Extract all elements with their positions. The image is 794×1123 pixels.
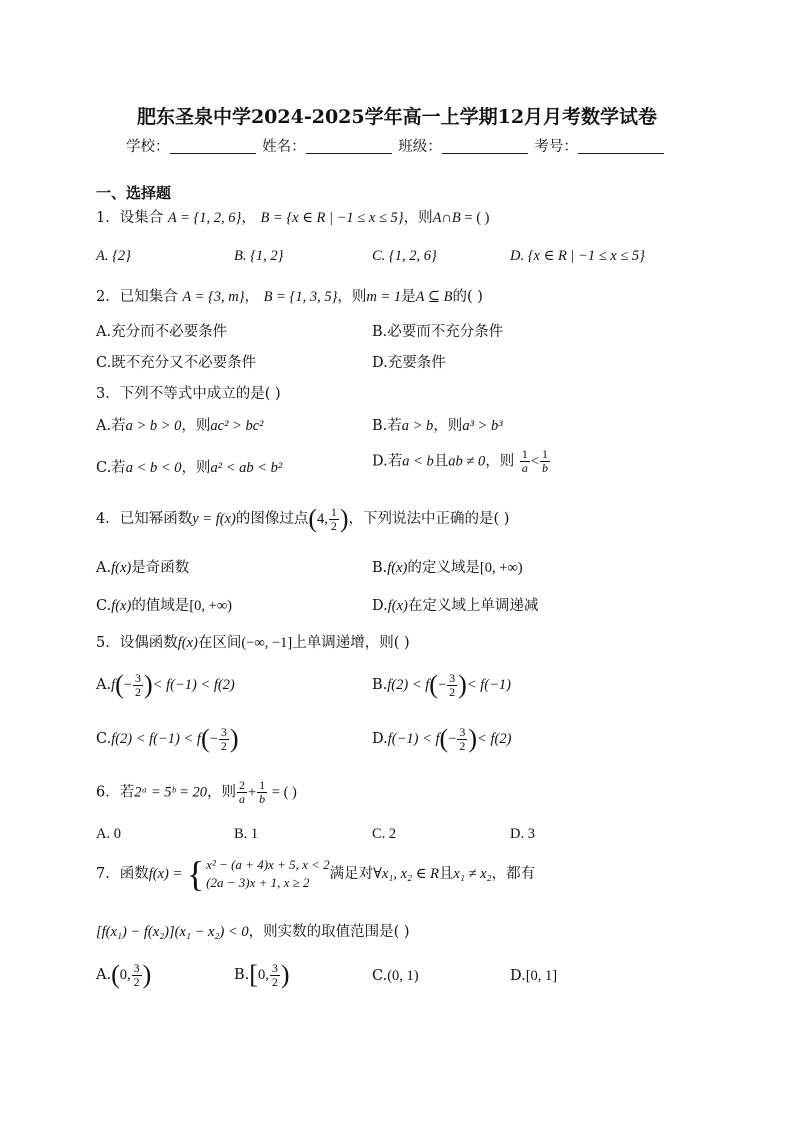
- class-blank[interactable]: [442, 139, 528, 154]
- q5-option-a[interactable]: [96, 670, 235, 700]
- q7-brace: {: [186, 854, 205, 894]
- q5-a-minus: −: [123, 677, 132, 693]
- q3-b-label: B.若: [372, 418, 402, 434]
- q4-a-text: 是奇函数: [131, 560, 190, 576]
- q3-number: 3．: [96, 386, 120, 402]
- q5-option-c[interactable]: [96, 724, 238, 754]
- q3-b-then: ，则: [433, 418, 463, 434]
- q3-a-then: ，则: [181, 418, 211, 434]
- q5-a-label: A.: [96, 677, 112, 693]
- q5-d-paren-open: (: [439, 724, 449, 753]
- q5-interval: (−∞, −1]: [241, 635, 293, 651]
- q3-stem: 下列不等式中成立的是( ): [119, 386, 281, 402]
- q7-b-open: [: [249, 960, 258, 989]
- school-blank[interactable]: [170, 139, 256, 154]
- q3-d-then: ，则: [485, 453, 515, 470]
- q4-b-text: 的定义域是: [407, 560, 480, 576]
- q5-b-post: < f(−1): [466, 677, 511, 693]
- q5-c-paren-close: ): [229, 724, 239, 753]
- q4-point-den: 2: [330, 518, 337, 533]
- q2-mid2: 是: [401, 289, 416, 305]
- q1-number: 1．: [96, 210, 120, 226]
- q6-cond: 2ᵃ = 5ᵇ = 20: [134, 784, 207, 801]
- q7-option-b[interactable]: [234, 960, 289, 990]
- q7-c-label: C.: [372, 968, 388, 984]
- q1-option-a[interactable]: A. {2}: [96, 248, 131, 264]
- q7-a-open: (: [111, 960, 120, 989]
- q5-c-num: 3: [220, 724, 227, 739]
- q6-frac2-num: 1: [259, 778, 266, 792]
- q5-b-pre: f(2) < f: [387, 677, 430, 693]
- exam-number-label: 考号：: [534, 139, 578, 155]
- q4-d-label: D.: [372, 598, 388, 614]
- q5-b-paren-close: ): [458, 670, 467, 699]
- q7-a-frac: [132, 962, 142, 989]
- q3-a-label: A.若: [96, 418, 126, 434]
- q1-option-c[interactable]: C. {1, 2, 6}: [372, 248, 437, 264]
- q2-cond: m = 1: [366, 289, 402, 305]
- q3-option-c[interactable]: [96, 456, 282, 477]
- q6-option-c[interactable]: C. 2: [372, 826, 397, 842]
- q5-option-b[interactable]: [372, 670, 511, 700]
- student-info-line: [126, 135, 666, 156]
- q7-b-den: 2: [271, 974, 278, 989]
- q1-set-a: A = {1, 2, 6}: [167, 210, 242, 226]
- q6-option-d[interactable]: D. 3: [510, 826, 535, 842]
- q5-d-post: < f(2): [477, 731, 512, 747]
- q5-a-pre: f: [111, 677, 116, 693]
- q4-c-math: [0, +∞): [189, 598, 232, 614]
- q5-number: 5．: [96, 635, 120, 651]
- q3-a-result: ac² > bc²: [210, 418, 264, 434]
- school-label: 学校：: [126, 139, 170, 155]
- q5-b-minus: −: [437, 677, 447, 693]
- q5-func: f(x): [177, 635, 198, 651]
- q3-option-d[interactable]: [372, 448, 551, 475]
- q4-option-a[interactable]: [96, 556, 189, 577]
- q5-c-paren-open: (: [200, 724, 210, 753]
- q5-a-paren-close: ): [143, 670, 153, 699]
- q3-d-frac1: [520, 448, 530, 475]
- q3-d-frac2-den: b: [542, 461, 549, 475]
- q5-stem-mid: 在区间: [197, 635, 242, 651]
- q5-stem-pre: 设偶函数: [119, 635, 178, 651]
- q6-number: 6．: [96, 784, 120, 801]
- q7-a-den: 2: [133, 974, 140, 989]
- q4-b-label: B.: [372, 560, 388, 576]
- q2-option-c[interactable]: C.既不充分又不必要条件: [96, 355, 257, 371]
- q5-a-frac: [133, 672, 143, 699]
- q3-d-and: 且: [433, 453, 449, 470]
- q4-stem-pre: 已知幂函数: [119, 511, 193, 527]
- q7-b-close: ): [280, 960, 290, 989]
- q4-b-math: [0, +∞): [479, 560, 523, 576]
- q5-c-minus: −: [209, 731, 218, 747]
- q7-case1: x² − (a + 4)x + 5, x < 2: [206, 857, 330, 872]
- q7-b-left: 0,: [257, 967, 269, 983]
- q6-frac1-num: 2: [238, 778, 245, 792]
- q4-option-b[interactable]: [372, 556, 523, 577]
- q3-c-label: C.若: [96, 460, 126, 476]
- q6-frac1-den: a: [238, 792, 245, 806]
- q6-stem-pre: 若: [119, 784, 135, 801]
- q7-line2-math: [f(x₁) − f(x₂)](x₁ − x₂) < 0: [96, 924, 249, 940]
- q2-rel: A ⊆ B: [415, 289, 453, 305]
- q1-option-b[interactable]: B. {1, 2}: [234, 248, 284, 264]
- q3-option-a[interactable]: [96, 414, 264, 435]
- q2-number: 2．: [96, 289, 120, 305]
- q5-c-frac: [219, 726, 229, 753]
- q7-d-math: [0, 1]: [525, 968, 558, 984]
- q4-a-f: f(x): [111, 560, 132, 576]
- q3-d-lt: <: [530, 453, 540, 470]
- q7-number: 7．: [96, 866, 120, 882]
- q5-c-den: 2: [220, 738, 227, 753]
- q5-d-minus: −: [448, 731, 457, 747]
- q6-option-b[interactable]: B. 1: [234, 826, 259, 842]
- q3-b-result: a³ > b³: [462, 418, 503, 434]
- q1-blank: = ( ): [460, 210, 490, 226]
- q3-d-frac1-num: 1: [521, 447, 528, 461]
- class-label: 班级：: [398, 139, 442, 155]
- q3-option-b[interactable]: [372, 414, 503, 435]
- q5-c-pre: f(2) < f(−1) < f: [111, 731, 201, 747]
- q6-then: ，则: [206, 784, 236, 801]
- question-1: [96, 206, 489, 227]
- q5-b-num: 3: [449, 670, 456, 685]
- q3-c-cond: a < b < 0: [125, 460, 182, 476]
- q7-a-label: A.: [96, 967, 112, 983]
- q4-stem-mid: 的图像过点: [235, 511, 309, 527]
- q4-func: y = f(x): [192, 511, 236, 527]
- q7-b-frac: [270, 962, 280, 989]
- q4-option-c[interactable]: [96, 594, 232, 615]
- q5-d-label: D.: [372, 731, 388, 747]
- q2-option-a[interactable]: A.充分而不必要条件: [96, 324, 228, 340]
- q1-stem-pre: 设集合: [119, 210, 164, 226]
- q7-stem-pre: 函数: [119, 866, 149, 882]
- q7-stem-post: ，都有: [491, 866, 536, 882]
- q7-a-num: 3: [133, 960, 140, 975]
- q7-case2: (2a − 3)x + 1, x ≥ 2: [206, 875, 310, 890]
- question-3: [96, 382, 281, 403]
- q6-option-a[interactable]: A. 0: [96, 826, 121, 842]
- q1-stem-post: ，则: [403, 210, 433, 226]
- q5-b-paren-open: (: [429, 670, 438, 699]
- q3-d-cond: a < b: [402, 453, 434, 470]
- q7-a-left: 0,: [119, 967, 131, 983]
- name-blank[interactable]: [306, 139, 392, 154]
- q5-b-label: B.: [372, 677, 388, 693]
- q2-set-a: A = {3, m}: [182, 289, 245, 305]
- q1-option-d[interactable]: D. {x ∈ R | −1 ≤ x ≤ 5}: [510, 248, 645, 264]
- q3-d-frac2: [540, 448, 550, 475]
- q4-d-text: 在定义域上单调递减: [407, 598, 539, 614]
- q3-d-frac1-den: a: [521, 461, 528, 475]
- q3-d-frac2-num: 1: [542, 447, 549, 461]
- q5-d-num: 3: [459, 724, 466, 739]
- q2-mid1: ，则: [337, 289, 367, 305]
- q6-plus: +: [247, 784, 257, 801]
- q2-set-b: B = {1, 3, 5}: [263, 289, 338, 305]
- q4-stem-post: ，下列说法中正确的是( ): [348, 511, 510, 527]
- q7-option-d[interactable]: [510, 968, 557, 985]
- question-5: [96, 631, 410, 652]
- q3-c-result: a² < ab < b²: [210, 460, 283, 476]
- q3-d-cond2: ab ≠ 0: [448, 453, 486, 470]
- q3-c-then: ，则: [181, 460, 211, 476]
- q5-a-paren-open: (: [115, 670, 124, 699]
- q1-set-b: B = {x ∈ R | −1 ≤ x ≤ 5}: [260, 210, 404, 226]
- exam-number-blank[interactable]: [578, 139, 664, 154]
- q4-number: 4．: [96, 511, 120, 527]
- q4-c-f: f(x): [111, 598, 132, 614]
- q5-stem-post: 上单调递增，则( ): [292, 635, 410, 651]
- q4-paren-open: (: [308, 504, 317, 533]
- exam-title: 肥东圣泉中学2024-2025学年高一上学期12月月考数学试卷: [136, 106, 658, 128]
- q7-line2-text: ，则实数的取值范围是( ): [248, 924, 410, 940]
- q4-point-x: 4,: [317, 511, 328, 527]
- name-label: 姓名：: [262, 139, 306, 155]
- q7-d-label: D.: [510, 968, 526, 984]
- q5-option-d[interactable]: [372, 724, 511, 754]
- q5-d-frac: [457, 726, 467, 753]
- q6-stem-post: = ( ): [268, 784, 297, 801]
- question-4: [96, 504, 509, 534]
- q4-paren-close: ): [339, 504, 349, 533]
- q4-c-label: C.: [96, 598, 112, 614]
- q5-d-den: 2: [459, 738, 466, 753]
- q2-option-d[interactable]: D.充要条件: [372, 355, 446, 371]
- q3-a-cond: a > b > 0: [125, 418, 182, 434]
- q5-d-paren-close: ): [468, 724, 478, 753]
- q7-option-a[interactable]: [96, 960, 151, 990]
- q2-option-b[interactable]: B.必要而不充分条件: [372, 324, 504, 340]
- q4-c-text: 的值域是: [131, 598, 190, 614]
- question-7-line2: [96, 920, 410, 941]
- q4-point-frac: [329, 506, 339, 533]
- q7-b-num: 3: [271, 960, 278, 975]
- question-2: [96, 285, 483, 306]
- q7-neq: x₁ ≠ x₂: [453, 866, 492, 882]
- q5-a-den: 2: [134, 684, 141, 699]
- q1-sep: ，: [241, 210, 256, 226]
- q2-stem-pre: 已知集合: [119, 289, 178, 305]
- q7-option-c[interactable]: [372, 968, 419, 985]
- q7-quant: ∀x₁, x₂ ∈ R: [373, 866, 439, 882]
- question-6: [96, 779, 297, 806]
- q6-frac2-den: b: [259, 792, 266, 806]
- q3-d-label: D.若: [372, 453, 403, 470]
- q7-piecewise: [187, 856, 330, 892]
- q5-d-pre: f(−1) < f: [387, 731, 440, 747]
- q4-option-d[interactable]: [372, 594, 538, 615]
- q5-a-num: 3: [134, 670, 141, 685]
- q7-and: 且: [438, 866, 454, 882]
- q7-stem-mid: 满足对: [329, 866, 374, 882]
- q7-b-label: B.: [234, 967, 250, 983]
- q5-a-post: < f(−1) < f(2): [152, 677, 235, 693]
- q3-b-cond: a > b: [401, 418, 434, 434]
- question-7: [96, 856, 535, 892]
- q2-stem-post: 的( ): [452, 289, 483, 305]
- q5-b-den: 2: [449, 684, 456, 699]
- q4-point-num: 1: [330, 504, 337, 519]
- q6-frac2: [257, 779, 267, 806]
- q4-a-label: A.: [96, 560, 112, 576]
- q4-b-f: f(x): [387, 560, 408, 576]
- q6-frac1: [237, 779, 247, 806]
- q1-expr: A∩B: [432, 210, 461, 226]
- q2-sep: ，: [244, 289, 260, 305]
- q5-c-label: C.: [96, 731, 112, 747]
- section-title: 一、选择题: [96, 184, 172, 202]
- q5-b-frac: [447, 672, 457, 699]
- q7-func: f(x) =: [148, 866, 183, 882]
- q4-d-f: f(x): [387, 598, 408, 614]
- q7-a-close: ): [142, 960, 152, 989]
- q7-c-math: (0, 1): [387, 968, 419, 984]
